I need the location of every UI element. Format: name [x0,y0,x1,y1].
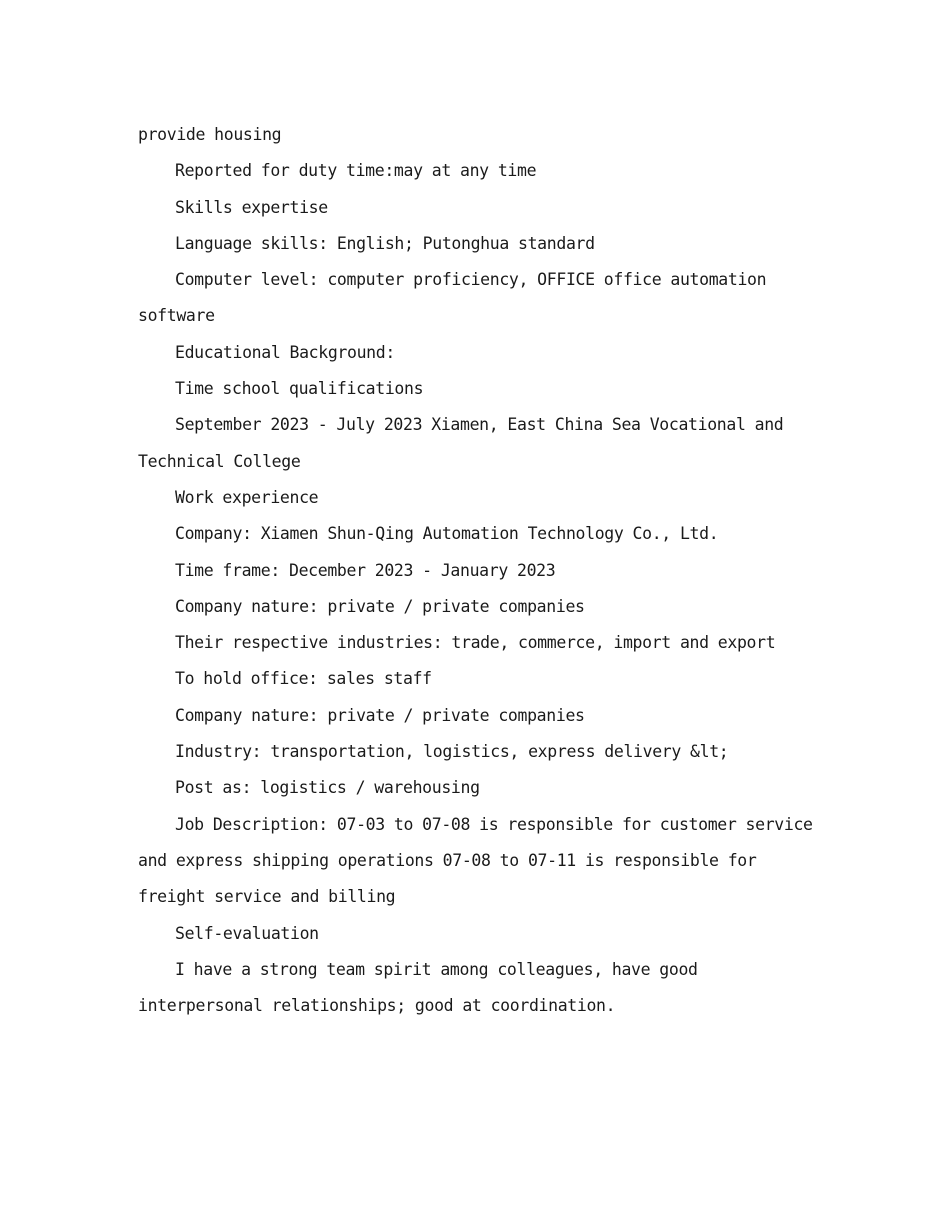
text-line: Company nature: private / private companies [175,705,585,725]
text-line: and express shipping operations 07-08 to 07-11 is responsible for [138,850,757,870]
text-line: Company nature: private / private companies [175,596,585,616]
text-line: Company: Xiamen Shun-Qing Automation Technology Co., Ltd. [175,524,719,544]
text-line: software [138,306,215,326]
section-heading: Self-evaluation [175,923,319,943]
section-heading: Work experience [175,487,319,507]
text-line: Post as: logistics / warehousing [175,778,480,798]
text-line: freight service and billing [138,887,396,907]
section-heading: Educational Background: [175,342,395,362]
text-line: Technical College [138,451,301,471]
text-line: Language skills: English; Putonghua standard [175,233,595,253]
text-line: Reported for duty time:may at any time [175,161,537,181]
text-line: To hold office: sales staff [175,669,432,689]
text-line: Job Description: 07-03 to 07-08 is responsible for customer service [175,814,813,834]
text-line: provide housing [138,125,282,144]
text-line: Computer level: computer proficiency, OFFICE office automation [175,270,767,290]
text-line: Industry: transportation, logistics, express delivery &lt; [175,742,729,762]
text-line: Time school qualifications [175,379,424,399]
text-line: Their respective industries: trade, commerce, import and export [175,633,776,653]
text-line: I have a strong team spirit among colleagues, have good [175,959,698,979]
text-line: interpersonal relationships; good at coordination. [138,996,616,1016]
text-line: Time frame: December 2023 - January 2023 [175,560,556,580]
document-body [138,117,818,1024]
text-line: September 2023 - July 2023 Xiamen, East China Sea Vocational and [175,415,784,435]
section-heading: Skills expertise [175,197,328,217]
